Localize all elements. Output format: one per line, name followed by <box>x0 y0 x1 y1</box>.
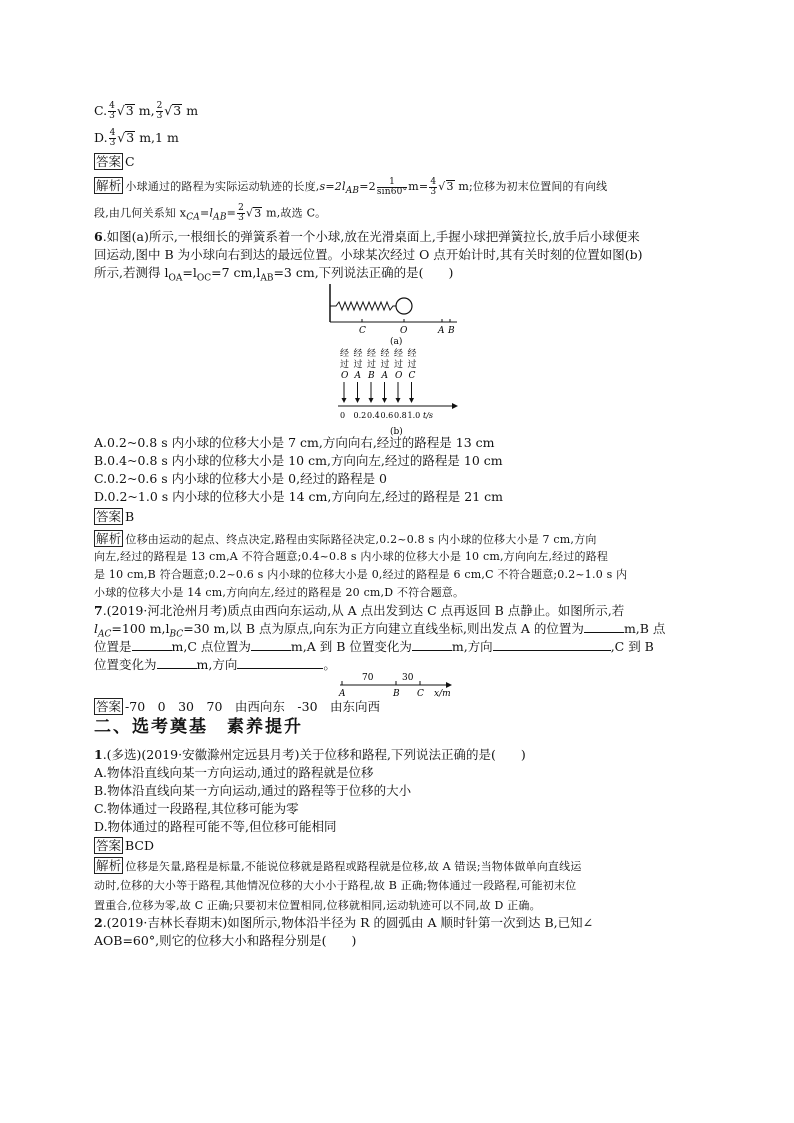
q6-answer: 答案 B <box>96 509 135 524</box>
figure-a-spring <box>322 282 462 346</box>
fig-b-tick-2: 0.4 <box>367 411 380 420</box>
fig-b-arrowhead-0 <box>342 398 347 403</box>
fig-b-guo-5: 过 <box>407 360 417 370</box>
blank-6 <box>157 668 197 669</box>
fig-b-arrowhead-2 <box>369 398 374 403</box>
figure-b-timeline <box>334 346 464 436</box>
fig-b-jing-0: 经 <box>340 349 350 359</box>
fig-a-label-o: O <box>400 326 408 336</box>
q6-analysis-line1: 解析 位移由运动的起点、终点决定,路程由实际路径决定,0.2~0.8 s 内小球的位移大小是 7 cm,方向 <box>96 531 597 546</box>
fig-b-arrowhead-3 <box>382 398 387 403</box>
fig-b-point-3: A <box>381 371 388 381</box>
q6-analysis-line2: 向左,经过的路程是 13 cm,A 不符合题意;0.4~0.8 s 内小球的位移大小是 10 cm,方向向左,经过的路程 <box>94 550 609 563</box>
fig-b-arrowhead-4 <box>396 398 401 403</box>
blank-3 <box>251 650 291 651</box>
blank-1 <box>584 632 624 633</box>
q7-axis-figure <box>330 670 470 700</box>
q6-analysis-line3: 是 10 cm,B 符合题意;0.2~0.6 s 内小球的位移大小是 0,经过的路程是 6 cm,C 不符合题意;0.2~1.0 s 内 <box>94 568 628 581</box>
s1-analysis-line3: 置重合,位移为零,故 C 正确;只要初末位置相同,位移就相同,运动轨迹可以不同,故 D 正确。 <box>94 899 541 912</box>
analysis-tag: 解析 <box>96 178 122 193</box>
fig-b-jing-3: 经 <box>380 349 390 359</box>
q6-analysis-line4: 小球的位移大小是 14 cm,方向向左,经过的路程是 20 cm,D 不符合题意。 <box>94 586 465 599</box>
fig-a-label-a: A <box>438 326 445 336</box>
blank-5 <box>493 650 611 651</box>
fig-b-tick-0: 0 <box>340 411 346 420</box>
fig-b-arrowhead-1 <box>355 398 360 403</box>
q7-label-a: A <box>339 689 346 699</box>
q7-stem-line1: 7.(2019·河北沧州月考)质点由西向东运动,从 A 点出发到达 C 点再返回 B 点静止。如图所示,若 <box>94 603 625 618</box>
q5-analysis-line1: 解析 小球通过的路程为实际运动轨迹的长度$,s=2l_{AB}=2$ $\frac{1}{\sin 60^\circ}$ m= $\frac{4}{3}$ √3 m;位移为初末位置间的有向线 <box>96 176 608 197</box>
q7-axis-label: x/m <box>434 689 451 699</box>
s1-stem: 1.(多选)(2019·安徽滁州定远县月考)关于位移和路程,下列说法正确的是( ) <box>94 747 526 762</box>
q6-stem-line1: 6.如图(a)所示,一根细长的弹簧系着一个小球,放在光滑桌面上,手握小球把弹簧拉长,放手后小球便来 <box>94 229 640 244</box>
fig-b-tick-5: 1.0 <box>407 411 421 420</box>
fig-b-guo-2: 过 <box>367 360 377 370</box>
s2-stem-line1: 2.(2019·吉林长春期末)如图所示,物体沿半径为 R 的圆弧由 A 顺时针第一次到达 B,已知∠ <box>94 915 594 930</box>
q7-label-c: C <box>417 689 424 699</box>
fig-b-jing-1: 经 <box>353 349 363 359</box>
q7-label-b: B <box>393 689 400 699</box>
fig-b-point-5: C <box>408 371 416 381</box>
fig-b-guo-4: 过 <box>394 360 404 370</box>
s1-option-b: B.物体沿直线向某一方向运动,通过的路程等于位移的大小 <box>94 783 412 798</box>
fig-a-label-b: B <box>448 326 455 336</box>
s1-option-d: D.物体通过的路程可能不等,但位移可能相同 <box>94 819 337 834</box>
fig-b-tick-3: 0.6 <box>380 411 394 420</box>
q6-option-d: D.0.2~1.0 s 内小球的位移大小是 14 cm,方向向左,经过的路程是 21 cm <box>94 489 504 504</box>
q7-stem-line3: 位置是 m,C 点位置为 m,A 到 B 位置变化为 m,方向 ,C 到 B <box>94 639 654 654</box>
q7-dist-70: 70 <box>362 673 374 683</box>
blank-7 <box>237 668 323 669</box>
s2-stem-line2: AOB=60°,则它的位移大小和路程分别是( ) <box>94 933 357 948</box>
q5-answer: 答案 C <box>96 154 135 169</box>
fig-b-point-2: B <box>368 371 375 381</box>
fig-b-arrowhead-5 <box>409 398 414 403</box>
fig-a-caption: (a) <box>390 337 403 346</box>
section-title: 二、选考奠基 素养提升 <box>94 717 303 737</box>
fig-b-axis-label: t/s <box>423 411 434 420</box>
q6-option-a: A.0.2~0.8 s 内小球的位移大小是 7 cm,方向向右,经过的路程是 13 cm <box>94 435 495 450</box>
fig-b-guo-1: 过 <box>353 360 363 370</box>
s1-option-c: C.物体通过一段路程,其位移可能为零 <box>94 801 299 816</box>
s1-answer: 答案 BCD <box>96 838 155 853</box>
fig-b-point-1: A <box>354 371 361 381</box>
fig-b-jing-5: 经 <box>407 349 417 359</box>
fig-b-caption: (b) <box>390 427 403 436</box>
fig-b-jing-2: 经 <box>367 349 377 359</box>
q6-option-c: C.0.2~0.6 s 内小球的位移大小是 0,经过的路程是 0 <box>94 471 388 486</box>
q7-dist-30: 30 <box>402 673 414 683</box>
q7-answer: 答案 -70 0 30 70 由西向东 -30 由东向西 <box>96 699 381 714</box>
fig-b-point-0: O <box>341 371 349 381</box>
s1-analysis-line1: 解析 位移是矢量,路程是标量,不能说位移就是路程或路程就是位移,故 A 错误;当物体做单向直线运 <box>96 858 582 873</box>
q7-stem-line4: 位置变化为 m,方向 。 <box>94 657 336 672</box>
fig-a-label-c: C <box>359 326 366 336</box>
option-c: C. $\frac{4}{3}$ √3 m, $\frac{2}{3}$ √3 m <box>94 101 199 121</box>
answer-tag: 答案 <box>96 154 122 169</box>
fig-b-tick-1: 0.2 <box>353 411 367 420</box>
fig-b-tick-4: 0.8 <box>394 411 407 420</box>
fig-b-point-4: O <box>395 371 403 381</box>
fig-b-guo-3: 过 <box>380 360 390 370</box>
q6-stem-line2: 回运动,图中 B 为小球向右到达的最远位置。小球某次经过 O 点开始计时,其有关时刻的位置如图(b) <box>94 247 643 262</box>
fig-b-guo-0: 过 <box>340 360 350 370</box>
blank-2 <box>132 650 172 651</box>
fig-b-jing-4: 经 <box>394 349 404 359</box>
q5-analysis-line2: 段,由几何关系知 $x_{CA}=l_{AB}=$ $\frac{2}{3}$ √3 m,故选 C。 <box>94 203 327 223</box>
q6-stem-line3: 所示,若测得 $l_{OA}=l_{OC}=7$ $cm,l_{AB}=3$ cm,下列说法正确的是( ) <box>94 265 454 284</box>
blank-4 <box>412 650 452 651</box>
s1-option-a: A.物体沿直线向某一方向运动,通过的路程就是位移 <box>94 765 374 780</box>
q6-option-b: B.0.4~0.8 s 内小球的位移大小是 10 cm,方向向左,经过的路程是 10 cm <box>94 453 503 468</box>
option-d: D. $\frac{4}{3}$ √3 m,1 m <box>94 128 179 148</box>
q7-stem-line2: $l_{AC}=100$ $m,l_{BC}=30$ m,以 B 点为原点,向东为正方向建立直线坐标,则出发点 A 的位置为 m,B 点 <box>94 621 666 640</box>
s1-analysis-line2: 动时,位移的大小等于路程,其他情况位移的大小小于路程,故 B 正确;物体通过一段路程,可能初末位 <box>94 879 577 892</box>
